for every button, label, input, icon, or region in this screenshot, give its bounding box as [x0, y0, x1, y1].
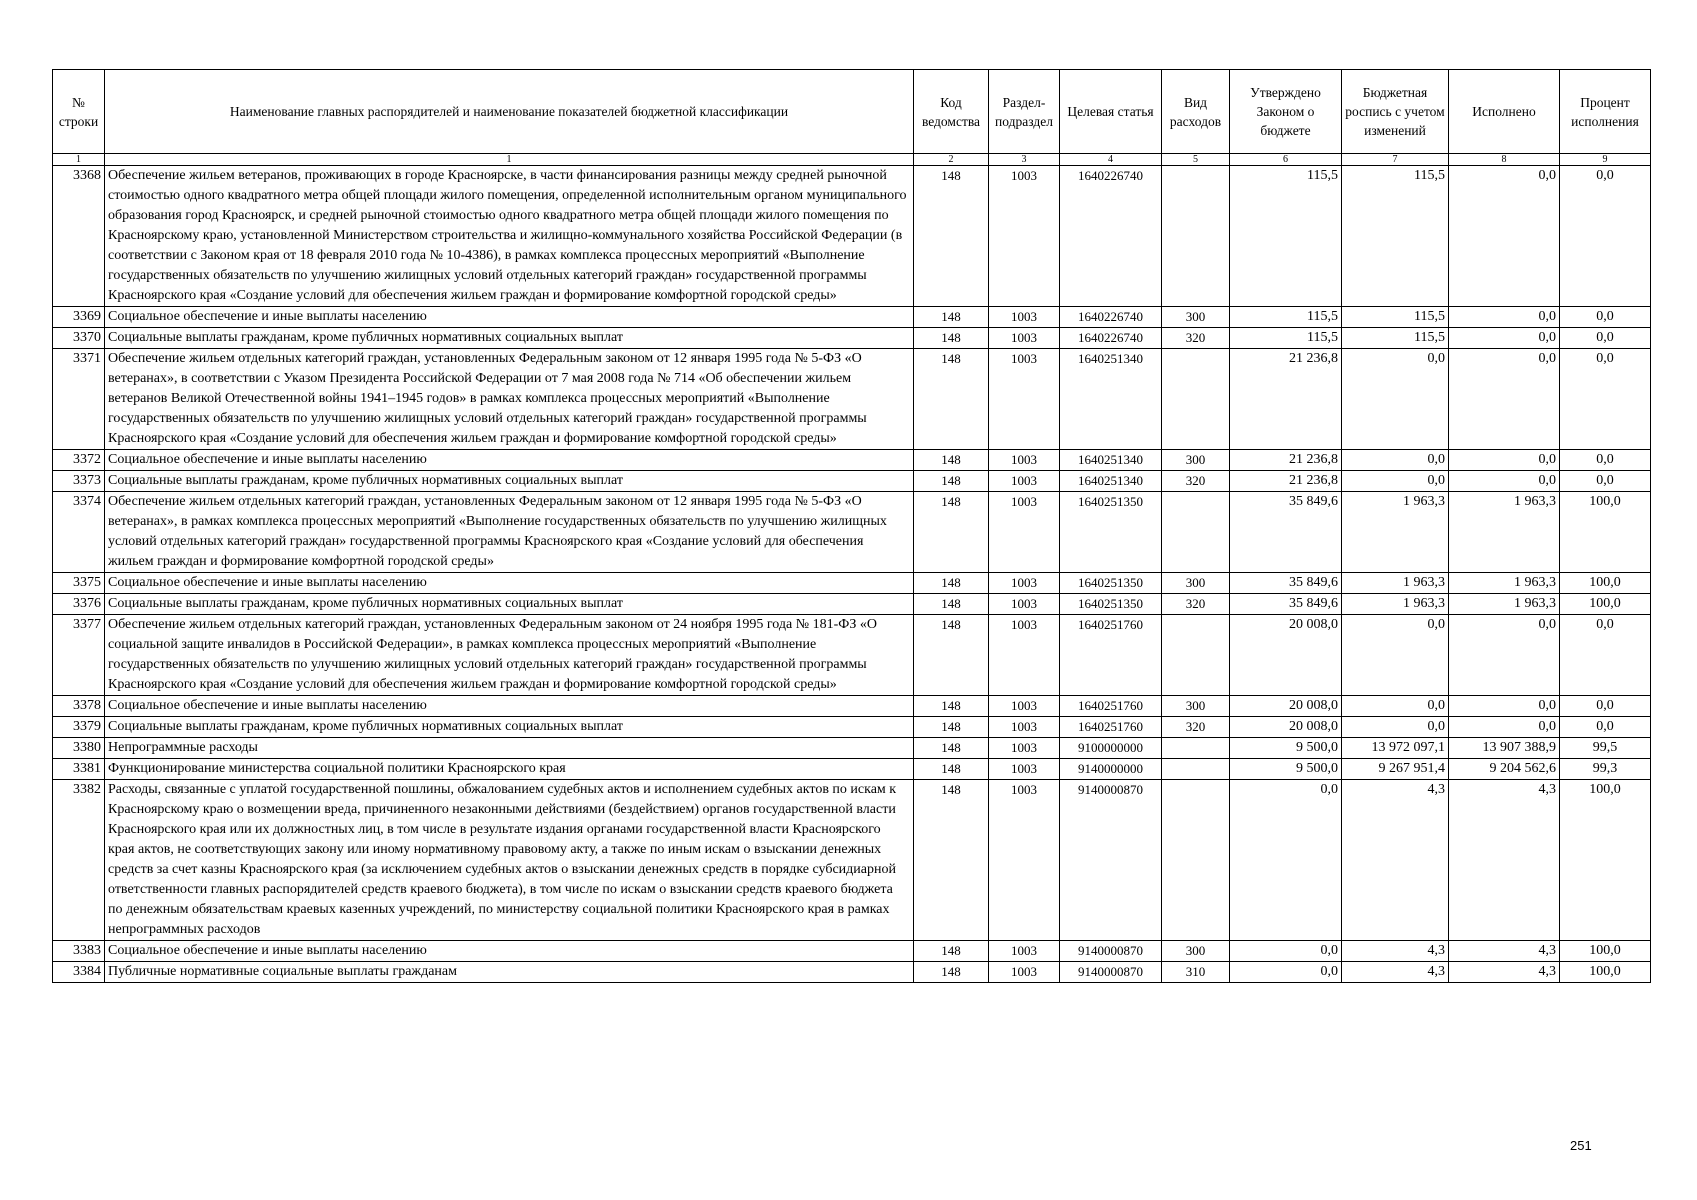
- approved-amount: 9 500,0: [1230, 738, 1342, 759]
- expense-type: [1162, 615, 1230, 696]
- expense-type: [1162, 349, 1230, 450]
- execution-percent: 100,0: [1560, 780, 1651, 941]
- row-number: 3377: [53, 615, 105, 696]
- table-row: [53, 696, 1651, 717]
- header-section: Раздел-подраздел: [989, 70, 1060, 154]
- execution-percent: 0,0: [1560, 696, 1651, 717]
- executed-amount: 1 963,3: [1449, 492, 1560, 573]
- schedule-amount: 115,5: [1342, 307, 1449, 328]
- executed-amount: 0,0: [1449, 717, 1560, 738]
- execution-percent: 100,0: [1560, 573, 1651, 594]
- execution-percent: 0,0: [1560, 166, 1651, 307]
- target-article: 1640226740: [1060, 307, 1162, 328]
- section-code: 1003: [989, 594, 1060, 615]
- column-number: 2: [914, 154, 989, 166]
- section-code: 1003: [989, 962, 1060, 983]
- schedule-amount: 1 963,3: [1342, 573, 1449, 594]
- table-row: [53, 738, 1651, 759]
- executed-amount: 0,0: [1449, 450, 1560, 471]
- table-row: [53, 780, 1651, 941]
- row-name: Социальное обеспечение и иные выплаты населению: [105, 450, 914, 471]
- table-row: [53, 349, 1651, 450]
- expense-type: 300: [1162, 696, 1230, 717]
- budget-table: [52, 69, 1651, 983]
- column-number: 4: [1060, 154, 1162, 166]
- executed-amount: 0,0: [1449, 349, 1560, 450]
- table-row: [53, 166, 1651, 307]
- column-number: 8: [1449, 154, 1560, 166]
- approved-amount: 35 849,6: [1230, 573, 1342, 594]
- row-name: Публичные нормативные социальные выплаты гражданам: [105, 962, 914, 983]
- schedule-amount: 0,0: [1342, 349, 1449, 450]
- approved-amount: 21 236,8: [1230, 471, 1342, 492]
- table-row: [53, 759, 1651, 780]
- table-row: [53, 328, 1651, 349]
- header-row-number: № строки: [53, 70, 105, 154]
- target-article: 9140000870: [1060, 962, 1162, 983]
- page-number: 251: [1570, 1138, 1592, 1153]
- execution-percent: 100,0: [1560, 594, 1651, 615]
- row-name: Социальное обеспечение и иные выплаты населению: [105, 941, 914, 962]
- row-name: Расходы, связанные с уплатой государственной пошлины, обжалованием судебных актов и исполнением судебных актов по искам к Красноярскому краю о возмещении вреда, причиненного незаконными действиями (бездействием) органов государственной власти Красноярского края или их должностных лиц, в том числе в результате издания органами государственной власти Красноярского края актов, не соответствующих закону или иному нормативному правовому акту, а также по иным искам о взыскании денежных средств за счет казны Красноярского края (за исключением судебных актов о взыскании денежных средств в порядке субсидиарной ответственности главных распорядителей средств краевого бюджета), в том числе по искам о взыскании средств краевого бюджета по денежным обязательствам краевых казенных учреждений, по министерству социальной политики Красноярского края в рамках непрограммных расходов: [105, 780, 914, 941]
- target-article: 1640251760: [1060, 615, 1162, 696]
- execution-percent: 0,0: [1560, 450, 1651, 471]
- schedule-amount: 0,0: [1342, 450, 1449, 471]
- executed-amount: 0,0: [1449, 307, 1560, 328]
- dept-code: 148: [914, 328, 989, 349]
- executed-amount: 1 963,3: [1449, 594, 1560, 615]
- table-row: [53, 962, 1651, 983]
- expense-type: 320: [1162, 471, 1230, 492]
- column-number: 5: [1162, 154, 1230, 166]
- executed-amount: 13 907 388,9: [1449, 738, 1560, 759]
- executed-amount: 0,0: [1449, 615, 1560, 696]
- section-code: 1003: [989, 738, 1060, 759]
- dept-code: 148: [914, 492, 989, 573]
- section-code: 1003: [989, 450, 1060, 471]
- row-number: 3376: [53, 594, 105, 615]
- target-article: 9140000870: [1060, 780, 1162, 941]
- execution-percent: 0,0: [1560, 307, 1651, 328]
- header-target-article: Целевая статья: [1060, 70, 1162, 154]
- target-article: 1640251340: [1060, 349, 1162, 450]
- row-number: 3383: [53, 941, 105, 962]
- executed-amount: 1 963,3: [1449, 573, 1560, 594]
- dept-code: 148: [914, 594, 989, 615]
- row-number: 3369: [53, 307, 105, 328]
- row-name: Функционирование министерства социальной политики Красноярского края: [105, 759, 914, 780]
- target-article: 1640251340: [1060, 450, 1162, 471]
- section-code: 1003: [989, 573, 1060, 594]
- execution-percent: 0,0: [1560, 328, 1651, 349]
- expense-type: 320: [1162, 717, 1230, 738]
- target-article: 1640251760: [1060, 696, 1162, 717]
- approved-amount: 20 008,0: [1230, 615, 1342, 696]
- execution-percent: 100,0: [1560, 962, 1651, 983]
- schedule-amount: 9 267 951,4: [1342, 759, 1449, 780]
- row-number: 3384: [53, 962, 105, 983]
- target-article: 1640251340: [1060, 471, 1162, 492]
- approved-amount: 115,5: [1230, 166, 1342, 307]
- schedule-amount: 4,3: [1342, 941, 1449, 962]
- schedule-amount: 4,3: [1342, 962, 1449, 983]
- expense-type: 300: [1162, 450, 1230, 471]
- row-name: Социальное обеспечение и иные выплаты населению: [105, 696, 914, 717]
- approved-amount: 21 236,8: [1230, 349, 1342, 450]
- schedule-amount: 115,5: [1342, 166, 1449, 307]
- executed-amount: 4,3: [1449, 780, 1560, 941]
- approved-amount: 115,5: [1230, 328, 1342, 349]
- dept-code: 148: [914, 615, 989, 696]
- target-article: 9140000870: [1060, 941, 1162, 962]
- section-code: 1003: [989, 349, 1060, 450]
- section-code: 1003: [989, 307, 1060, 328]
- header-name: Наименование главных распорядителей и наименование показателей бюджетной классификации: [105, 70, 914, 154]
- schedule-amount: 0,0: [1342, 717, 1449, 738]
- section-code: 1003: [989, 471, 1060, 492]
- row-number: 3371: [53, 349, 105, 450]
- expense-type: 310: [1162, 962, 1230, 983]
- executed-amount: 9 204 562,6: [1449, 759, 1560, 780]
- schedule-amount: 4,3: [1342, 780, 1449, 941]
- dept-code: 148: [914, 759, 989, 780]
- execution-percent: 0,0: [1560, 349, 1651, 450]
- dept-code: 148: [914, 738, 989, 759]
- approved-amount: 35 849,6: [1230, 594, 1342, 615]
- row-number: 3374: [53, 492, 105, 573]
- section-code: 1003: [989, 780, 1060, 941]
- expense-type: 320: [1162, 328, 1230, 349]
- row-number: 3368: [53, 166, 105, 307]
- schedule-amount: 1 963,3: [1342, 492, 1449, 573]
- execution-percent: 0,0: [1560, 717, 1651, 738]
- column-number: 1: [105, 154, 914, 166]
- header-executed: Исполнено: [1449, 70, 1560, 154]
- approved-amount: 0,0: [1230, 780, 1342, 941]
- executed-amount: 4,3: [1449, 962, 1560, 983]
- approved-amount: 115,5: [1230, 307, 1342, 328]
- approved-amount: 0,0: [1230, 962, 1342, 983]
- expense-type: [1162, 738, 1230, 759]
- executed-amount: 0,0: [1449, 166, 1560, 307]
- execution-percent: 99,5: [1560, 738, 1651, 759]
- header-percent: Процент исполнения: [1560, 70, 1651, 154]
- target-article: 9140000000: [1060, 759, 1162, 780]
- schedule-amount: 0,0: [1342, 471, 1449, 492]
- row-name: Социальные выплаты гражданам, кроме публичных нормативных социальных выплат: [105, 471, 914, 492]
- expense-type: [1162, 492, 1230, 573]
- target-article: 1640251350: [1060, 492, 1162, 573]
- expense-type: 300: [1162, 307, 1230, 328]
- header-dept-code: Код ведомства: [914, 70, 989, 154]
- row-number: 3382: [53, 780, 105, 941]
- row-number: 3381: [53, 759, 105, 780]
- execution-percent: 100,0: [1560, 492, 1651, 573]
- section-code: 1003: [989, 759, 1060, 780]
- dept-code: 148: [914, 573, 989, 594]
- execution-percent: 0,0: [1560, 471, 1651, 492]
- schedule-amount: 0,0: [1342, 615, 1449, 696]
- section-code: 1003: [989, 696, 1060, 717]
- column-number: 9: [1560, 154, 1651, 166]
- row-name: Обеспечение жильем отдельных категорий граждан, установленных Федеральным законом от 12 января 1995 года № 5-ФЗ «О ветеранах», в соответствии с Указом Президента Российской Федерации от 7 мая 2008 года № 714 «Об обеспечении жильем ветеранов Великой Отечественной войны 1941–1945 годов» в рамках комплекса процессных мероприятий «Выполнение государственных обязательств по улучшению жилищных условий отдельных категорий граждан» государственной программы Красноярского края «Создание условий для обеспечения жильем граждан и формирование комфортной городской среды»: [105, 349, 914, 450]
- schedule-amount: 13 972 097,1: [1342, 738, 1449, 759]
- column-number: 7: [1342, 154, 1449, 166]
- dept-code: 148: [914, 696, 989, 717]
- target-article: 9100000000: [1060, 738, 1162, 759]
- row-name: Социальные выплаты гражданам, кроме публичных нормативных социальных выплат: [105, 717, 914, 738]
- dept-code: 148: [914, 780, 989, 941]
- expense-type: [1162, 759, 1230, 780]
- executed-amount: 0,0: [1449, 696, 1560, 717]
- header-expense-type: Вид расходов: [1162, 70, 1230, 154]
- schedule-amount: 1 963,3: [1342, 594, 1449, 615]
- row-name: Социальные выплаты гражданам, кроме публичных нормативных социальных выплат: [105, 594, 914, 615]
- approved-amount: 21 236,8: [1230, 450, 1342, 471]
- expense-type: [1162, 780, 1230, 941]
- table-header-row: [53, 70, 1651, 154]
- row-name: Обеспечение жильем отдельных категорий граждан, установленных Федеральным законом от 24 ноября 1995 года № 181-ФЗ «О социальной защите инвалидов в Российской Федерации», в рамках комплекса процессных мероприятий «Выполнение государственных обязательств по улучшению жилищных условий отдельных категорий граждан» государственной программы Красноярского края «Создание условий для обеспечения жильем граждан и формирование комфортной городской среды»: [105, 615, 914, 696]
- table-row: [53, 941, 1651, 962]
- row-name: Непрограммные расходы: [105, 738, 914, 759]
- row-number: 3378: [53, 696, 105, 717]
- row-name: Обеспечение жильем ветеранов, проживающих в городе Красноярске, в части финансирования разницы между средней рыночной стоимостью одного квадратного метра общей площади жилого помещения, определенной исполнительным органом муниципального образования город Красноярск, и средней рыночной стоимостью одного квадратного метра общей площади жилого помещения по Красноярскому краю, установленной Министерством строительства и жилищно-коммунального хозяйства Российской Федерации (в соответствии с Законом края от 18 февраля 2010 года № 10-4386), в рамках комплекса процессных мероприятий «Выполнение государственных обязательств по улучшению жилищных условий отдельных категорий граждан» государственной программы Красноярского края «Создание условий для обеспечения жильем граждан и формирование комфортной городской среды»: [105, 166, 914, 307]
- table-row: [53, 492, 1651, 573]
- column-number: 3: [989, 154, 1060, 166]
- approved-amount: 9 500,0: [1230, 759, 1342, 780]
- column-number: 6: [1230, 154, 1342, 166]
- section-code: 1003: [989, 328, 1060, 349]
- approved-amount: 35 849,6: [1230, 492, 1342, 573]
- row-name: Обеспечение жильем отдельных категорий граждан, установленных Федеральным законом от 12 января 1995 года № 5-ФЗ «О ветеранах», в рамках комплекса процессных мероприятий «Выполнение государственных обязательств по улучшению жилищных условий отдельных категорий граждан» государственной программы Красноярского края «Создание условий для обеспечения жильем граждан и формирование комфортной городской среды»: [105, 492, 914, 573]
- section-code: 1003: [989, 717, 1060, 738]
- target-article: 1640226740: [1060, 328, 1162, 349]
- dept-code: 148: [914, 941, 989, 962]
- row-name: Социальное обеспечение и иные выплаты населению: [105, 573, 914, 594]
- table-row: [53, 594, 1651, 615]
- row-number: 3370: [53, 328, 105, 349]
- executed-amount: 0,0: [1449, 471, 1560, 492]
- dept-code: 148: [914, 962, 989, 983]
- expense-type: [1162, 166, 1230, 307]
- section-code: 1003: [989, 941, 1060, 962]
- header-approved: Утверждено Законом о бюджете: [1230, 70, 1342, 154]
- schedule-amount: 115,5: [1342, 328, 1449, 349]
- row-number: 3380: [53, 738, 105, 759]
- table-row: [53, 307, 1651, 328]
- header-budget-schedule: Бюджетная роспись с учетом изменений: [1342, 70, 1449, 154]
- row-number: 3372: [53, 450, 105, 471]
- execution-percent: 0,0: [1560, 615, 1651, 696]
- approved-amount: 20 008,0: [1230, 696, 1342, 717]
- table-row: [53, 573, 1651, 594]
- target-article: 1640251350: [1060, 594, 1162, 615]
- dept-code: 148: [914, 450, 989, 471]
- dept-code: 148: [914, 166, 989, 307]
- table-row: [53, 717, 1651, 738]
- dept-code: 148: [914, 471, 989, 492]
- row-name: Социальные выплаты гражданам, кроме публичных нормативных социальных выплат: [105, 328, 914, 349]
- approved-amount: 0,0: [1230, 941, 1342, 962]
- dept-code: 148: [914, 307, 989, 328]
- dept-code: 148: [914, 717, 989, 738]
- table-body: [53, 166, 1651, 983]
- column-number: 1: [53, 154, 105, 166]
- approved-amount: 20 008,0: [1230, 717, 1342, 738]
- expense-type: 300: [1162, 941, 1230, 962]
- target-article: 1640226740: [1060, 166, 1162, 307]
- executed-amount: 4,3: [1449, 941, 1560, 962]
- section-code: 1003: [989, 166, 1060, 307]
- table-row: [53, 615, 1651, 696]
- target-article: 1640251350: [1060, 573, 1162, 594]
- execution-percent: 100,0: [1560, 941, 1651, 962]
- row-number: 3379: [53, 717, 105, 738]
- expense-type: 300: [1162, 573, 1230, 594]
- executed-amount: 0,0: [1449, 328, 1560, 349]
- section-code: 1003: [989, 615, 1060, 696]
- table-row: [53, 471, 1651, 492]
- execution-percent: 99,3: [1560, 759, 1651, 780]
- target-article: 1640251760: [1060, 717, 1162, 738]
- row-number: 3373: [53, 471, 105, 492]
- schedule-amount: 0,0: [1342, 696, 1449, 717]
- section-code: 1003: [989, 492, 1060, 573]
- column-number-row: [53, 154, 1651, 166]
- row-number: 3375: [53, 573, 105, 594]
- expense-type: 320: [1162, 594, 1230, 615]
- row-name: Социальное обеспечение и иные выплаты населению: [105, 307, 914, 328]
- table-row: [53, 450, 1651, 471]
- dept-code: 148: [914, 349, 989, 450]
